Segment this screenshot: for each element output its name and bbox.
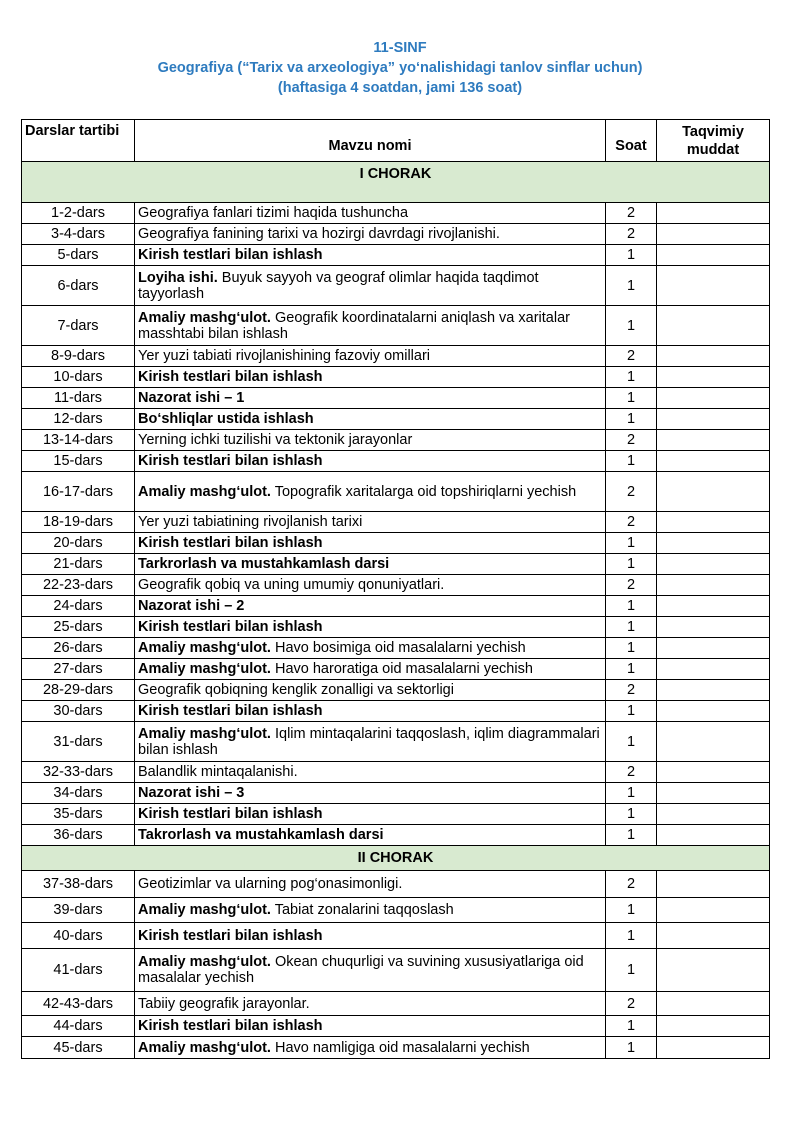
- table-row: [22, 949, 770, 992]
- lesson-number: 21-dars: [22, 554, 135, 575]
- lesson-topic-emphasis: Amaliy mashg‘ulot.: [138, 902, 271, 918]
- lesson-topic-text: Geografik qobiq va uning umumiy qonuniyatlari.: [138, 577, 445, 593]
- lesson-topic-text: Balandlik mintaqalanishi.: [138, 764, 298, 780]
- lesson-topic: [135, 701, 606, 722]
- table-row: [22, 596, 770, 617]
- lesson-hours: 1: [606, 949, 657, 992]
- lesson-topic-emphasis: Nazorat ishi – 1: [138, 390, 245, 406]
- lesson-topic: [135, 245, 606, 266]
- table-header-row: [22, 120, 770, 162]
- table-body: [22, 162, 770, 1059]
- lesson-topic-emphasis: Kirish testlari bilan ishlash: [138, 806, 323, 822]
- lesson-hours: 2: [606, 575, 657, 596]
- lesson-topic-text: Havo haroratiga oid masalalarni yechish: [270, 661, 533, 677]
- lesson-topic: [135, 346, 606, 367]
- lesson-number: 30-dars: [22, 701, 135, 722]
- lesson-topic: [135, 554, 606, 575]
- lesson-topic-emphasis: Tarkrorlash va mustahkamlash darsi: [138, 556, 390, 572]
- lesson-number: 27-dars: [22, 659, 135, 680]
- lesson-topic-emphasis: Kirish testlari bilan ishlash: [138, 1018, 323, 1034]
- calendar-date-cell[interactable]: [657, 617, 770, 638]
- lesson-hours: 1: [606, 701, 657, 722]
- lesson-number: 39-dars: [22, 898, 135, 923]
- calendar-date-cell[interactable]: [657, 898, 770, 923]
- lesson-topic-text: Buyuk sayyoh va geograf olimlar haqida taqdimot tayyorlash: [138, 269, 539, 302]
- lesson-topic: [135, 898, 606, 923]
- lesson-number: 31-dars: [22, 722, 135, 762]
- calendar-date-cell[interactable]: [657, 680, 770, 701]
- lesson-topic-text: Topografik xaritalarga oid topshiriqlarni yechish: [270, 483, 577, 500]
- calendar-date-cell[interactable]: [657, 659, 770, 680]
- lesson-topic: [135, 949, 606, 992]
- calendar-date-cell[interactable]: [657, 992, 770, 1016]
- calendar-date-cell[interactable]: [657, 701, 770, 722]
- calendar-date-cell[interactable]: [657, 430, 770, 451]
- lesson-topic-text: Geografik qobiqning kenglik zonalligi va sektorligi: [138, 682, 454, 698]
- lesson-number: 34-dars: [22, 783, 135, 804]
- lesson-topic-emphasis: Kirish testlari bilan ishlash: [138, 535, 323, 551]
- lesson-topic: [135, 596, 606, 617]
- lesson-topic: [135, 825, 606, 846]
- calendar-date-cell[interactable]: [657, 554, 770, 575]
- lesson-hours: 1: [606, 825, 657, 846]
- lesson-topic-text: Geografiya fanining tarixi va hozirgi davrdagi rivojlanishi.: [138, 226, 500, 242]
- calendar-date-cell[interactable]: [657, 388, 770, 409]
- lesson-hours: 2: [606, 224, 657, 245]
- lesson-hours: 1: [606, 804, 657, 825]
- lesson-topic: [135, 266, 606, 306]
- table-row: [22, 451, 770, 472]
- lesson-topic: [135, 430, 606, 451]
- table-row: [22, 825, 770, 846]
- lesson-topic: [135, 306, 606, 346]
- lesson-number: 11-dars: [22, 388, 135, 409]
- lesson-topic-emphasis: Amaliy mashg‘ulot.: [138, 661, 271, 677]
- col-header-calendar: Taqvimiy muddat: [657, 120, 770, 162]
- table-row: [22, 346, 770, 367]
- calendar-date-cell[interactable]: [657, 1016, 770, 1037]
- table-row: [22, 575, 770, 596]
- calendar-date-cell[interactable]: [657, 451, 770, 472]
- lesson-topic-text: Yerning ichki tuzilishi va tektonik jarayonlar: [138, 432, 413, 448]
- table-row: [22, 430, 770, 451]
- lesson-topic-text: Yer yuzi tabiati rivojlanishining fazoviy omillari: [138, 348, 431, 364]
- lesson-number: 42-43-dars: [22, 992, 135, 1016]
- calendar-date-cell[interactable]: [657, 804, 770, 825]
- calendar-date-cell[interactable]: [657, 923, 770, 949]
- lesson-hours: 1: [606, 722, 657, 762]
- lesson-number: 26-dars: [22, 638, 135, 659]
- lesson-hours: 1: [606, 898, 657, 923]
- lesson-number: 13-14-dars: [22, 430, 135, 451]
- lesson-number: 37-38-dars: [22, 871, 135, 898]
- lesson-topic-text: Okean chuqurligi va suvining xususiyatlariga oid masalalar yechish: [138, 954, 584, 986]
- lesson-topic: [135, 923, 606, 949]
- lesson-topic: [135, 804, 606, 825]
- document-header: [0, 38, 800, 98]
- lesson-topic-text: Havo bosimiga oid masalalarni yechish: [270, 640, 526, 656]
- lesson-hours: 2: [606, 871, 657, 898]
- table-row: [22, 617, 770, 638]
- lesson-topic-emphasis: Kirish testlari bilan ishlash: [138, 247, 323, 263]
- lesson-topic: [135, 367, 606, 388]
- lesson-topic-emphasis: Bo‘shliqlar ustida ishlash: [138, 411, 314, 427]
- lesson-topic: [135, 659, 606, 680]
- table-row: [22, 554, 770, 575]
- lesson-hours: 1: [606, 388, 657, 409]
- lesson-hours: 2: [606, 992, 657, 1016]
- calendar-date-cell[interactable]: [657, 575, 770, 596]
- lesson-number: 16-17-dars: [22, 472, 135, 512]
- lesson-topic-text: Geotizimlar va ularning pog‘onasimonligi.: [138, 876, 403, 892]
- lesson-number: 36-dars: [22, 825, 135, 846]
- table-row: [22, 1037, 770, 1059]
- calendar-date-cell[interactable]: [657, 409, 770, 430]
- lesson-topic-emphasis: Kirish testlari bilan ishlash: [138, 453, 323, 469]
- calendar-date-cell[interactable]: [657, 367, 770, 388]
- table-row: [22, 367, 770, 388]
- lesson-topic-emphasis: Kirish testlari bilan ishlash: [138, 369, 323, 385]
- lesson-number: 10-dars: [22, 367, 135, 388]
- calendar-date-cell[interactable]: [657, 203, 770, 224]
- table-row: [22, 871, 770, 898]
- lesson-number: 44-dars: [22, 1016, 135, 1037]
- calendar-date-cell[interactable]: [657, 245, 770, 266]
- lesson-hours: 1: [606, 923, 657, 949]
- lesson-number: 15-dars: [22, 451, 135, 472]
- lesson-topic-text: Tabiiy geografik jarayonlar.: [138, 995, 310, 1012]
- lesson-topic: [135, 1016, 606, 1037]
- lesson-topic: [135, 722, 606, 762]
- calendar-date-cell[interactable]: [657, 949, 770, 992]
- table-row: [22, 638, 770, 659]
- lesson-topic-emphasis: Nazorat ishi – 2: [138, 598, 245, 614]
- lesson-hours: 1: [606, 1037, 657, 1059]
- lesson-topic-emphasis: Amaliy mashg‘ulot.: [138, 640, 271, 656]
- lesson-hours: 2: [606, 472, 657, 512]
- table-row: [22, 266, 770, 306]
- calendar-date-cell[interactable]: [657, 783, 770, 804]
- lesson-hours: 1: [606, 783, 657, 804]
- calendar-date-cell[interactable]: [657, 224, 770, 245]
- lesson-hours: 1: [606, 451, 657, 472]
- table-row: [22, 783, 770, 804]
- lesson-topic-emphasis: Nazorat ishi – 3: [138, 785, 245, 801]
- lesson-hours: 1: [606, 533, 657, 554]
- lesson-topic-text: Geografik koordinatalarni aniqlash va xaritalar masshtabi bilan ishlash: [138, 309, 570, 342]
- table-row: [22, 512, 770, 533]
- col-header-lesson-order: Darslar tartibi: [22, 120, 135, 162]
- calendar-date-cell[interactable]: [657, 472, 770, 512]
- grade-title: 11-SINF: [373, 40, 427, 56]
- table-row: [22, 533, 770, 554]
- lesson-number: 20-dars: [22, 533, 135, 554]
- calendar-date-cell[interactable]: [657, 722, 770, 762]
- table-row: [22, 203, 770, 224]
- lesson-topic-emphasis: Amaliy mashg‘ulot.: [138, 725, 271, 742]
- lesson-number: 41-dars: [22, 949, 135, 992]
- lesson-topic-emphasis: Kirish testlari bilan ishlash: [138, 927, 323, 944]
- table-row: [22, 680, 770, 701]
- lesson-topic-text: Tabiat zonalarini taqqoslash: [270, 902, 454, 918]
- lesson-number: 18-19-dars: [22, 512, 135, 533]
- lesson-number: 5-dars: [22, 245, 135, 266]
- section-title: I CHORAK: [22, 162, 770, 203]
- table-row: [22, 722, 770, 762]
- table-row: [22, 388, 770, 409]
- lesson-topic: [135, 617, 606, 638]
- lesson-topic: [135, 680, 606, 701]
- lesson-topic-emphasis: Takrorlash va mustahkamlash darsi: [138, 827, 384, 843]
- lesson-number: 45-dars: [22, 1037, 135, 1059]
- lesson-hours: 1: [606, 554, 657, 575]
- lesson-topic: [135, 762, 606, 783]
- lesson-number: 12-dars: [22, 409, 135, 430]
- table-row: [22, 762, 770, 783]
- lesson-number: 28-29-dars: [22, 680, 135, 701]
- col-header-topic: Mavzu nomi: [135, 120, 606, 162]
- lesson-topic: [135, 783, 606, 804]
- calendar-date-cell[interactable]: [657, 871, 770, 898]
- lesson-hours: 1: [606, 306, 657, 346]
- table-row: [22, 224, 770, 245]
- calendar-date-cell[interactable]: [657, 1037, 770, 1059]
- lesson-topic: [135, 871, 606, 898]
- section-title: II CHORAK: [22, 846, 770, 871]
- lesson-topic: [135, 203, 606, 224]
- lesson-hours: 1: [606, 266, 657, 306]
- lesson-number: 22-23-dars: [22, 575, 135, 596]
- lesson-number: 1-2-dars: [22, 203, 135, 224]
- lesson-hours: 2: [606, 203, 657, 224]
- table-row: [22, 306, 770, 346]
- lesson-hours: 2: [606, 430, 657, 451]
- lesson-number: 6-dars: [22, 266, 135, 306]
- calendar-date-cell[interactable]: [657, 306, 770, 346]
- lesson-topic: [135, 451, 606, 472]
- lesson-topic: [135, 409, 606, 430]
- section-row: [22, 846, 770, 871]
- calendar-date-cell[interactable]: [657, 596, 770, 617]
- lesson-hours: 2: [606, 680, 657, 701]
- lesson-topic: [135, 992, 606, 1016]
- lesson-hours: 1: [606, 367, 657, 388]
- table-row: [22, 804, 770, 825]
- lesson-hours: 1: [606, 638, 657, 659]
- lesson-topic: [135, 224, 606, 245]
- lesson-hours: 1: [606, 245, 657, 266]
- calendar-date-cell[interactable]: [657, 533, 770, 554]
- lesson-hours: 2: [606, 762, 657, 783]
- calendar-date-cell[interactable]: [657, 512, 770, 533]
- lesson-number: 3-4-dars: [22, 224, 135, 245]
- lesson-hours: 1: [606, 1016, 657, 1037]
- table-row: [22, 659, 770, 680]
- lesson-hours: 1: [606, 409, 657, 430]
- lesson-hours: 1: [606, 659, 657, 680]
- table-row: [22, 472, 770, 512]
- lesson-topic-emphasis: Amaliy mashg‘ulot.: [138, 483, 271, 500]
- lesson-number: 40-dars: [22, 923, 135, 949]
- lesson-topic-emphasis: Kirish testlari bilan ishlash: [138, 703, 323, 719]
- table-row: [22, 245, 770, 266]
- table-row: [22, 409, 770, 430]
- calendar-date-cell[interactable]: [657, 762, 770, 783]
- lesson-topic: [135, 638, 606, 659]
- lesson-topic-emphasis: Kirish testlari bilan ishlash: [138, 619, 323, 635]
- calendar-date-cell[interactable]: [657, 266, 770, 306]
- table-row: [22, 701, 770, 722]
- table-row: [22, 992, 770, 1016]
- lesson-hours: 1: [606, 617, 657, 638]
- lesson-topic: [135, 1037, 606, 1059]
- table-row: [22, 1016, 770, 1037]
- lesson-number: 24-dars: [22, 596, 135, 617]
- lesson-hours: 2: [606, 346, 657, 367]
- lesson-topic-text: Yer yuzi tabiatining rivojlanish tarixi: [138, 514, 363, 530]
- lesson-number: 8-9-dars: [22, 346, 135, 367]
- lesson-number: 25-dars: [22, 617, 135, 638]
- lesson-topic-text: Havo namligiga oid masalalarni yechish: [270, 1039, 530, 1056]
- lesson-topic: [135, 472, 606, 512]
- lesson-topic-emphasis: Amaliy mashg‘ulot.: [138, 1039, 271, 1056]
- lesson-number: 32-33-dars: [22, 762, 135, 783]
- lesson-hours: 1: [606, 596, 657, 617]
- lesson-number: 7-dars: [22, 306, 135, 346]
- lesson-topic-emphasis: Amaliy mashg‘ulot.: [138, 309, 271, 326]
- calendar-date-cell[interactable]: [657, 825, 770, 846]
- lesson-topic-emphasis: Loyiha ishi.: [138, 269, 218, 286]
- lesson-topic: [135, 575, 606, 596]
- lesson-topic-text: Geografiya fanlari tizimi haqida tushuncha: [138, 205, 409, 221]
- lesson-number: 35-dars: [22, 804, 135, 825]
- subject-title: Geografiya (“Tarix va arxeologiya” yo‘nalishidagi tanlov sinflar uchun): [157, 60, 643, 76]
- lesson-plan-table: [21, 119, 770, 1059]
- lesson-hours: 2: [606, 512, 657, 533]
- table-row: [22, 898, 770, 923]
- table-row: [22, 923, 770, 949]
- lesson-topic-text: Iqlim mintaqalarini taqqoslash, iqlim diagrammalari bilan ishlash: [138, 725, 600, 758]
- calendar-date-cell[interactable]: [657, 346, 770, 367]
- lesson-topic: [135, 512, 606, 533]
- calendar-date-cell[interactable]: [657, 638, 770, 659]
- hours-subtitle: (haftasiga 4 soatdan, jami 136 soat): [277, 80, 523, 96]
- lesson-topic: [135, 533, 606, 554]
- col-header-hours: Soat: [606, 120, 657, 162]
- section-row: [22, 162, 770, 203]
- lesson-topic: [135, 388, 606, 409]
- lesson-topic-emphasis: Amaliy mashg‘ulot.: [138, 954, 271, 970]
